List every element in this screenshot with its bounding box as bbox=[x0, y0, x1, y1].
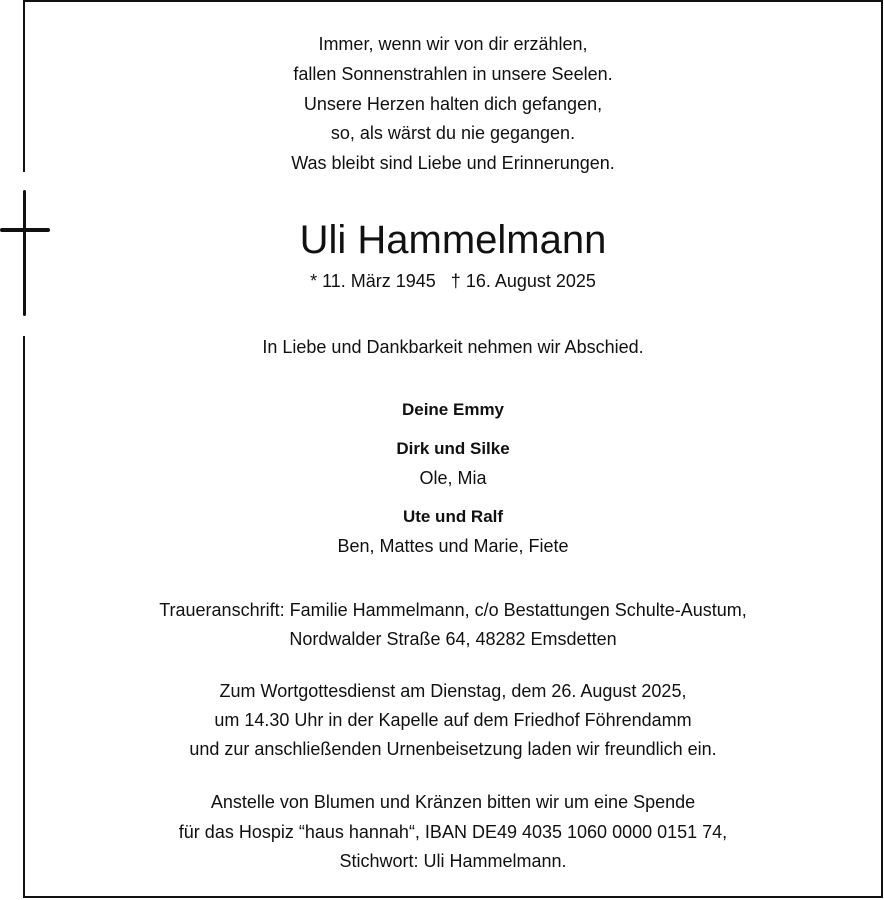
service-line: und zur anschließenden Urnenbeisetzung laden wir freundlich ein. bbox=[189, 739, 717, 759]
address-line: Nordwalder Straße 64, 48282 Emsdetten bbox=[289, 629, 617, 649]
frame-left-upper bbox=[23, 0, 25, 172]
family-children: Ben, Mattes und Marie, Fiete bbox=[337, 536, 569, 556]
family-name: Dirk und Silke bbox=[396, 439, 510, 458]
deceased-name: Uli Hammelmann bbox=[299, 218, 607, 262]
donation-line: Anstelle von Blumen und Kränzen bitten wir um eine Spende bbox=[210, 792, 696, 812]
family-children: Ole, Mia bbox=[419, 468, 487, 488]
service-line: um 14.30 Uhr in der Kapelle auf dem Friedhof Föhrendamm bbox=[214, 710, 692, 730]
donation-line: für das Hospiz “haus hannah“, IBAN DE49 4035 1060 0000 0151 74, bbox=[178, 822, 728, 842]
frame-bottom bbox=[23, 896, 883, 898]
family-name: Deine Emmy bbox=[401, 400, 505, 419]
farewell-text: In Liebe und Dankbarkeit nehmen wir Abschied. bbox=[262, 337, 644, 357]
life-dates: * 11. März 1945 † 16. August 2025 bbox=[310, 271, 596, 291]
service-line: Zum Wortgottesdienst am Dienstag, dem 26. August 2025, bbox=[219, 681, 687, 701]
donation-line: Stichwort: Uli Hammelmann. bbox=[339, 851, 567, 871]
poem-line: Immer, wenn wir von dir erzählen, bbox=[318, 34, 588, 54]
family-name: Ute und Ralf bbox=[402, 507, 504, 526]
poem-line: fallen Sonnenstrahlen in unsere Seelen. bbox=[293, 64, 613, 84]
poem-line: Was bleibt sind Liebe und Erinnerungen. bbox=[291, 153, 615, 173]
poem-line: so, als wärst du nie gegangen. bbox=[330, 123, 576, 143]
frame-top bbox=[23, 0, 883, 2]
poem-line: Unsere Herzen halten dich gefangen, bbox=[303, 94, 603, 114]
address-line: Traueranschrift: Familie Hammelmann, c/o Bestattungen Schulte-Austum, bbox=[159, 600, 747, 620]
